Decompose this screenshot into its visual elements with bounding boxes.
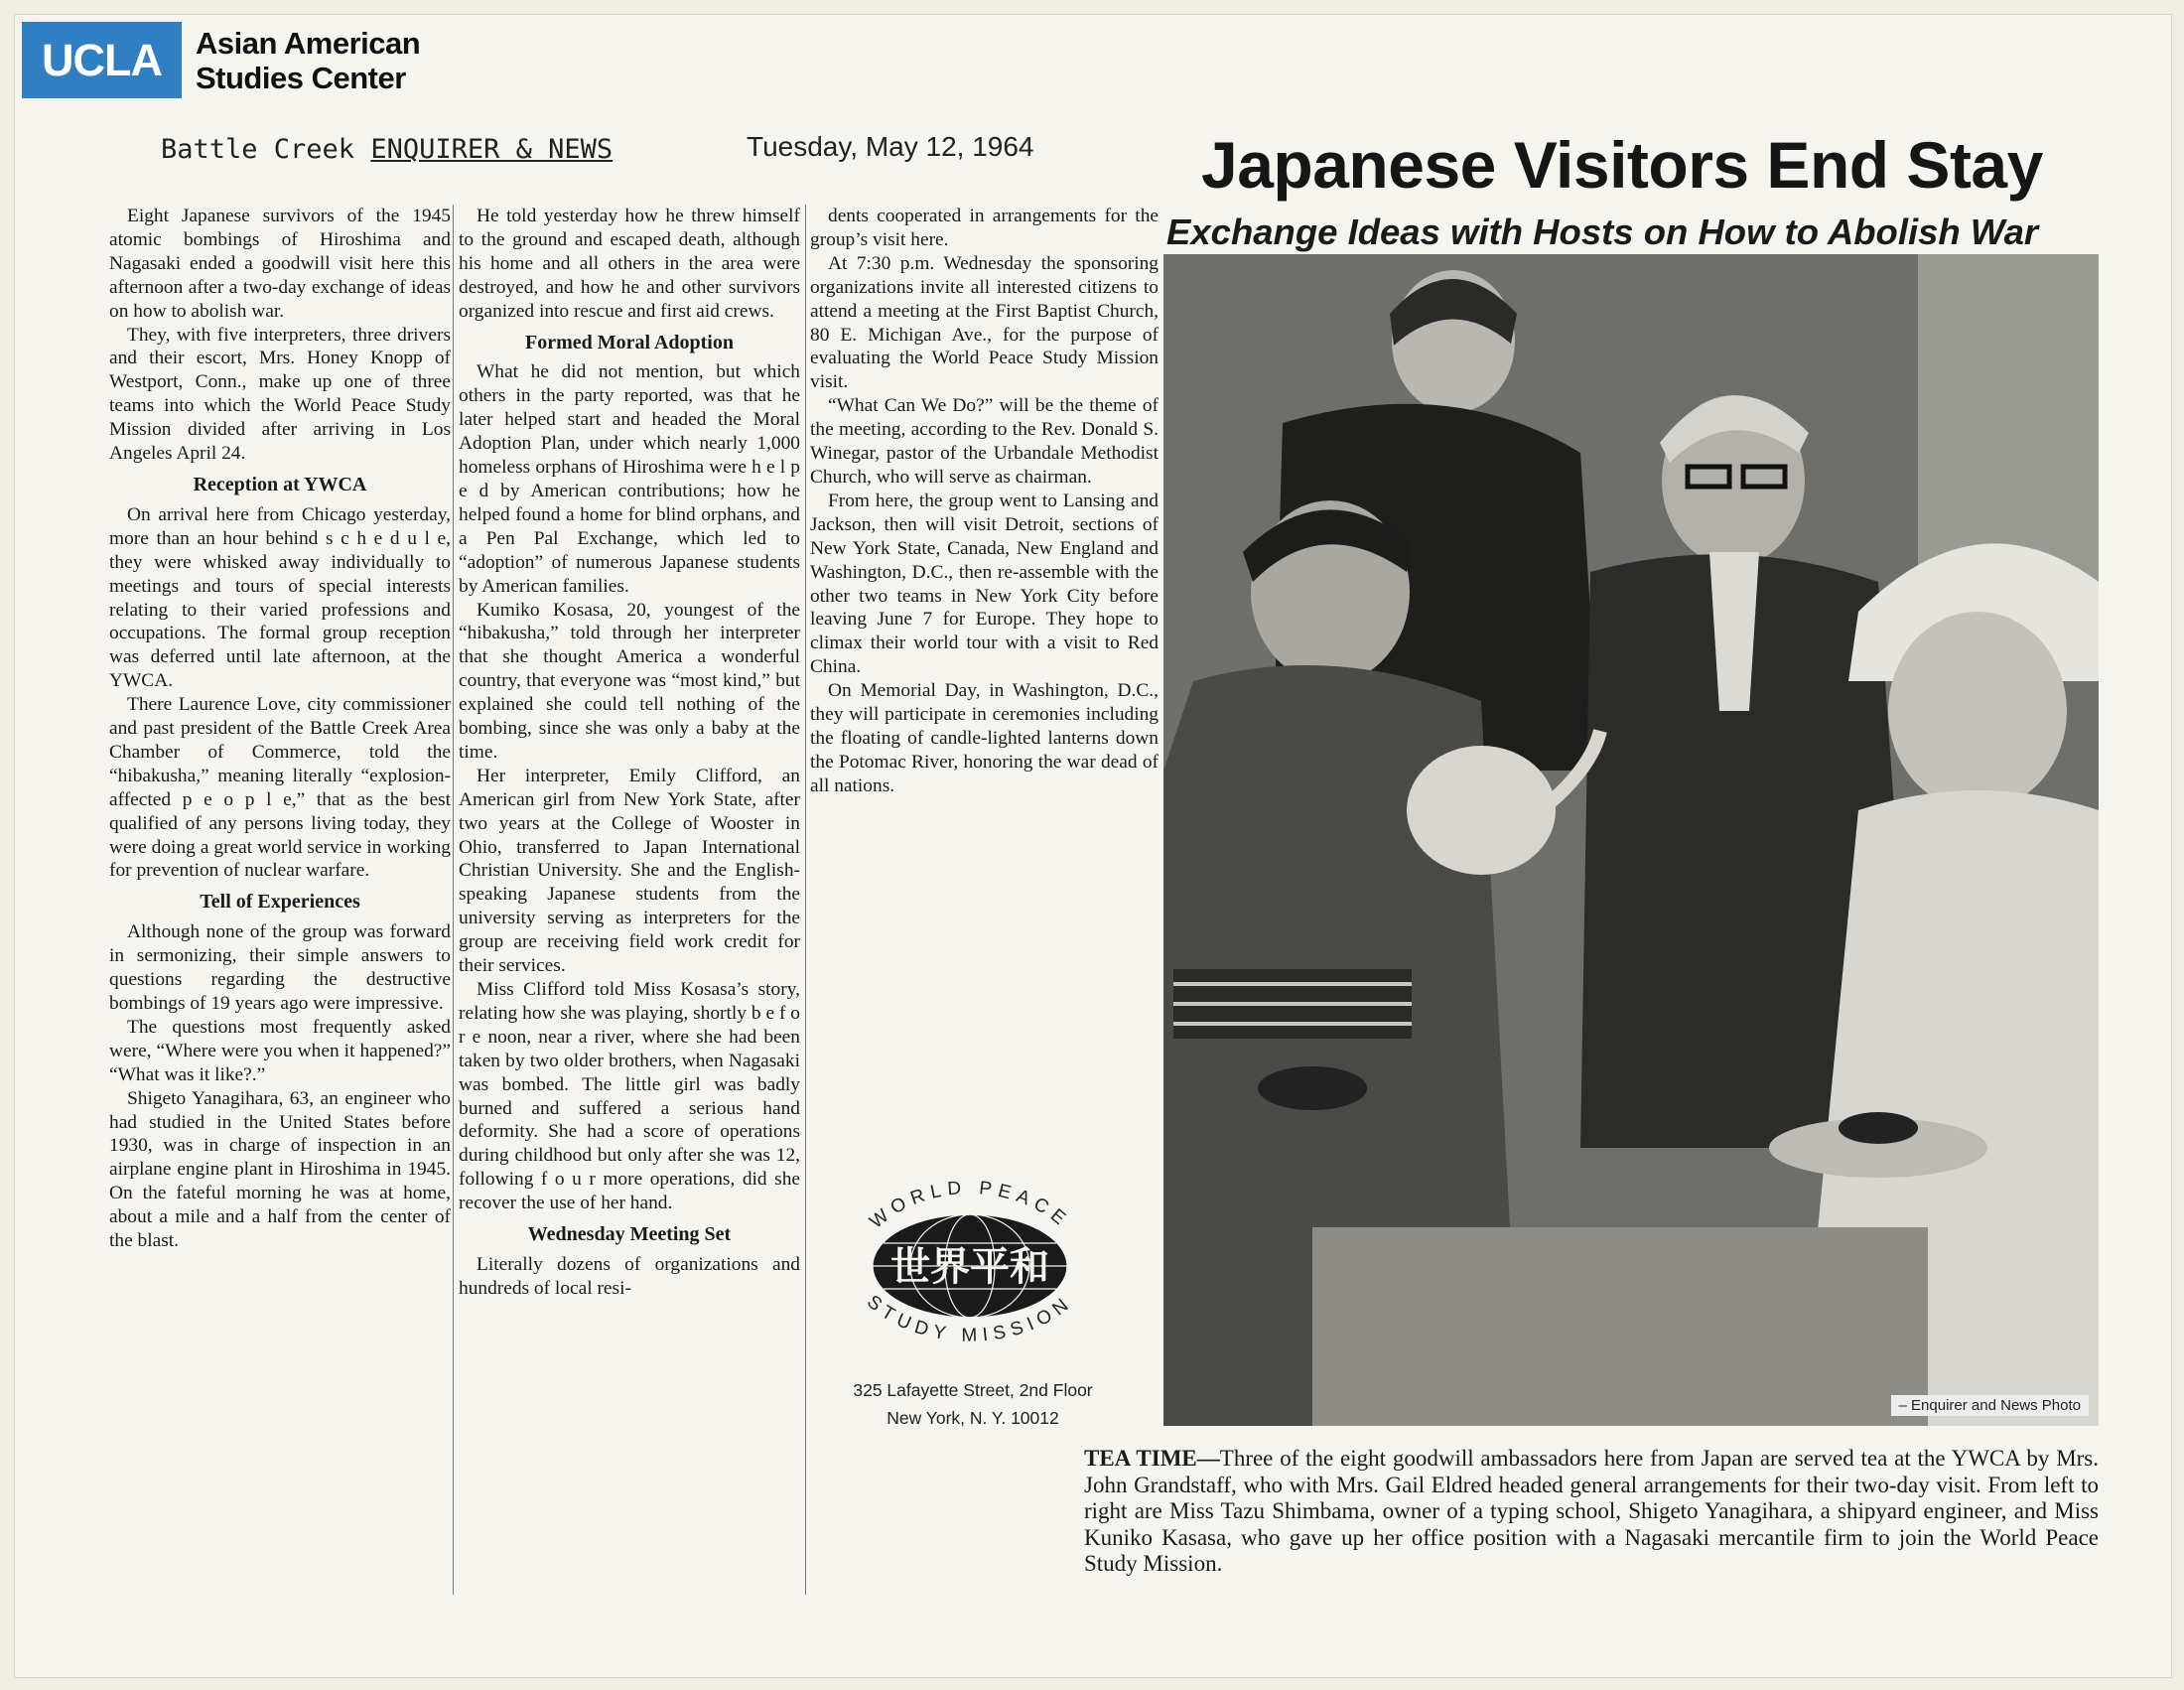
paragraph: dents cooperated in arrangements for the group’s visit here. (810, 206, 1159, 250)
paragraph: Her interpreter, Emily Clifford, an American girl from New York State, after two years at the College of Wooster in Ohio, transferred to Japan International Christian University. She and the English-speaking Japanese students from the university serving as interpreters for the group are receiving field work credit for their services. (459, 765, 800, 977)
paragraph: Literally dozens of organizations and hundreds of local resi- (459, 1253, 800, 1299)
masthead-paper: ENQUIRER & NEWS (370, 134, 614, 165)
caption-lead: TEA TIME— (1084, 1446, 1220, 1471)
seal-top-text: WORLD PEACE (866, 1177, 1074, 1233)
paragraph: Shigeto Yanagihara, 63, an engineer who had studied in the United States before 1930, was in charge of inspection in an airplane engine plant in Hiroshima in 1945. On the fateful morning he was at home, about a mile and a half from the center of the blast. (109, 1087, 451, 1252)
world-peace-seal (826, 1152, 1114, 1360)
paragraph: What he did not mention, but which others in the party reported, was that he later helped start and headed the Moral Adoption Plan, under which nearly 1,000 homeless orphans of Hiroshima were h e l p e d by American contributions; how he helped found a home for blind orphans, and a Pen Pal Exchange, which led to “adoption” of numerous Japanese students by American families. (459, 361, 800, 597)
org-name-line2: Studies Center (196, 61, 406, 95)
paragraph: There Laurence Love, city commissioner and past president of the Battle Creek Area Chamber of Commerce, told the “hibakusha,” meaning literally “explosion-affected p e o p l e,” that as the best qualified of any persons living today, they were doing a great world service in working for prevention of nuclear warfare. (109, 694, 451, 882)
section-heading: Wednesday Meeting Set (527, 1223, 732, 1246)
section-heading: Reception at YWCA (193, 473, 367, 495)
masthead (161, 134, 613, 165)
paragraph: On Memorial Day, in Washington, D.C., they will participate in ceremonies including the floating of candle-lighted lanterns down the Potomac River, honoring the war dead of all nations. (810, 680, 1159, 796)
paragraph: Miss Clifford told Miss Kosasa’s story, relating how she was playing, shortly b e f o r e noon, near a river, where she had been taken by two older brothers, when Nagasaki was bombed. The little girl was badly burned and suffered a serious hand deformity. She had a score of operations during childhood but only after she was 12, following f o u r more operations, did she recover the use of her hand. (459, 979, 800, 1214)
paragraph: On arrival here from Chicago yesterday, more than an hour behind s c h e d u l e, they were whisked away individually to meetings and tours of special interests relating to their varied professions and occupations. The formal group reception was deferred until late afternoon, at the YWCA. (109, 503, 451, 692)
tea-time-photo (1163, 254, 2099, 1426)
seal-kanji: 世界平和 (890, 1244, 1049, 1290)
photo-caption (1084, 1446, 2099, 1578)
subheadline: Exchange Ideas with Hosts on How to Abolish War (1166, 211, 2039, 252)
address-line2: New York, N. Y. 10012 (887, 1408, 1059, 1428)
photo-credit: – Enquirer and News Photo (1891, 1395, 2089, 1416)
paragraph: He told yesterday how he threw himself to the ground and escaped death, although his home and all others in the area were destroyed, and how he and other survivors organized into rescue and first aid crews. (459, 206, 800, 322)
paragraph: “What Can We Do?” will be the theme of the meeting, according to the Rev. Donald S. Winegar, pastor of the Urbandale Methodist Church, who will serve as chairman. (810, 395, 1159, 488)
dateline: Tuesday, May 12, 1964 (747, 131, 1034, 162)
ucla-logo: UCLA (22, 22, 182, 98)
paragraph: From here, the group went to Lansing and Jackson, then will visit Detroit, sections of New York State, Canada, New England and Washington, D.C., then re-assemble with the other two teams in New York City before leaving June 7 for Europe. They hope to climax their world tour with a visit to Red China. (810, 490, 1159, 678)
column-rule (453, 205, 454, 1595)
paragraph: Eight Japanese survivors of the 1945 atomic bombings of Hiroshima and Nagasaki ended a goodwill visit here this afternoon after a two-day exchange of ideas on how to abolish war. (109, 206, 451, 322)
org-name (196, 26, 420, 95)
article-column-1 (109, 205, 451, 1253)
paragraph: Although none of the group was forward in sermonizing, their simple answers to questions regarding the destructive bombings of 19 years ago were impressive. (109, 921, 451, 1014)
paragraph: The questions most frequently asked were, “Where were you when it happened?” “What was it like?.” (109, 1016, 451, 1085)
photo-illustration (1163, 254, 2099, 1426)
caption-text: Three of the eight goodwill ambassadors here from Japan are served tea at the YWCA by Mrs. John Grandstaff, who with Mrs. Gail Eldred headed general arrangements for their two-day visit. From left to right are Miss Tazu Shimbama, owner of a typing school, Shigeto Yanagihara, a shipyard engineer, and Miss Kuniko Kasasa, who gave up her office position with a Nagasaki mercantile firm to join the World Peace Study Mission. (1084, 1446, 2099, 1576)
headline: Japanese Visitors End Stay (1201, 128, 2043, 202)
article-column-2 (459, 205, 800, 1301)
paragraph: Kumiko Kosasa, 20, youngest of the “hibakusha,” told through her interpreter that she thought America a wonderful country, that everyone was “most kind,” but explained she could tell nothing of the bombing, since she was only a baby at the time. (459, 599, 800, 763)
address-line1: 325 Lafayette Street, 2nd Floor (853, 1380, 1093, 1400)
article-column-3 (810, 205, 1159, 798)
section-heading: Tell of Experiences (200, 891, 360, 914)
section-heading: Formed Moral Adoption (525, 331, 734, 353)
org-name-line1: Asian American (196, 26, 421, 61)
paragraph: They, with five interpreters, three drivers and their escort, Mrs. Honey Knopp of Westport, Conn., make up one of three teams into which the World Peace Study Mission divided after arriving in Los Angeles April 24. (109, 324, 451, 465)
paragraph: At 7:30 p.m. Wednesday the sponsoring organizations invite all interested citizens to attend a meeting at the First Baptist Church, 80 E. Michigan Ave., for the purpose of evaluating the World Peace Study Mission visit. (810, 252, 1159, 393)
seal-bottom-text: STUDY MISSION (863, 1291, 1077, 1346)
mission-address (794, 1376, 1152, 1432)
masthead-city: Battle Creek (161, 134, 355, 165)
